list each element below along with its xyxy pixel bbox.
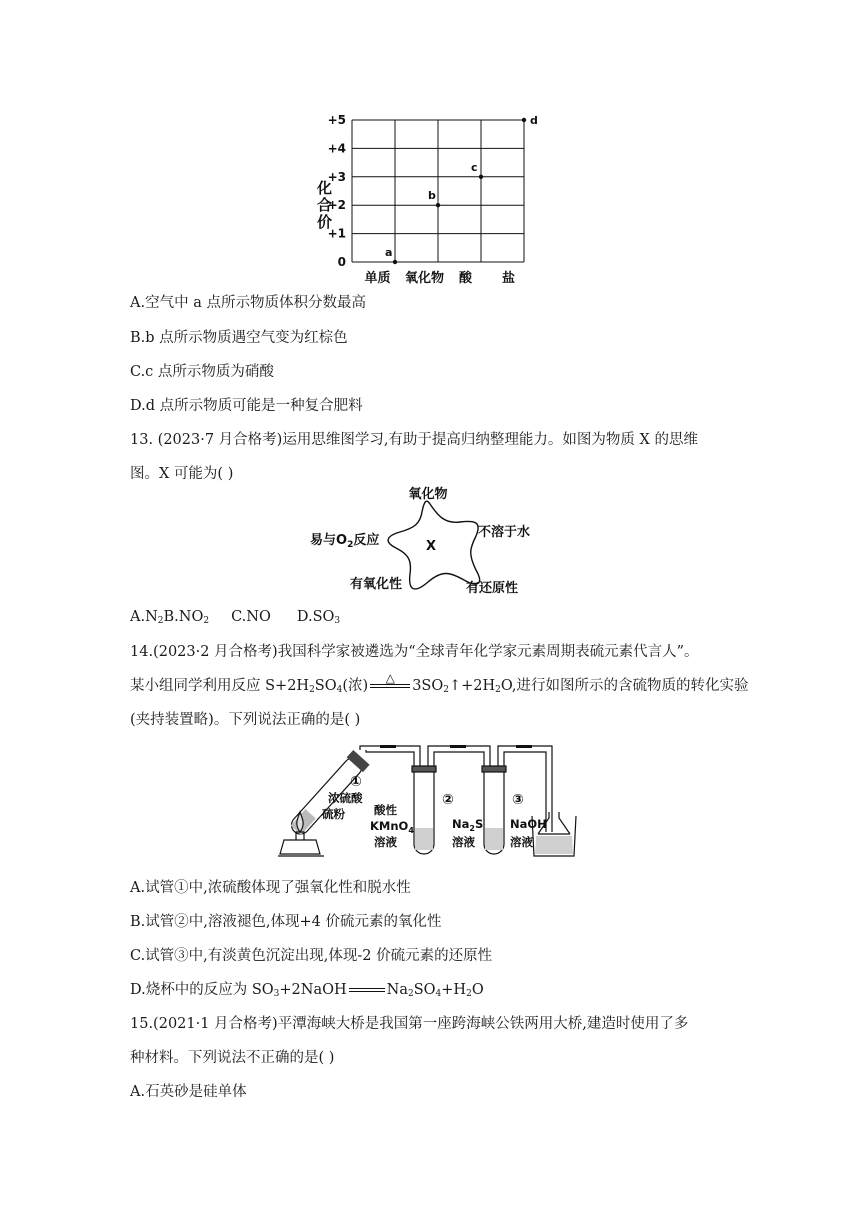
star-label-top: 氧化物	[408, 487, 448, 502]
data-point-label: d	[530, 114, 538, 127]
test-tube-2	[412, 766, 436, 854]
x-category-label: 盐	[501, 271, 516, 286]
x-category-label: 单质	[364, 271, 391, 286]
test-tube-3	[482, 766, 506, 854]
data-point-label: c	[471, 160, 478, 174]
chart-grid	[352, 120, 524, 262]
label-naoh-2: 溶液	[510, 835, 533, 849]
q13-option-c[interactable]: C.NO	[231, 609, 271, 625]
q12-option-b[interactable]: B.b 点所示物质遇空气变为红棕色	[130, 330, 348, 346]
label-kmno4-2: KMnO$_4$	[370, 819, 414, 835]
y-tick-label: +5	[327, 113, 346, 127]
x-category-label: 酸	[458, 271, 473, 286]
star-label-right: 不溶于水	[478, 525, 531, 540]
y-axis-label: 化合价	[315, 180, 333, 231]
star-mind-map	[300, 484, 560, 602]
q13-stem-line2: 图。X 可能为( )	[130, 466, 234, 482]
y-tick-label: +3	[327, 169, 346, 184]
data-point-label: b	[428, 189, 436, 203]
reaction-heat-arrow: △	[368, 676, 412, 696]
star-label-left: 易与$O_2$反应	[310, 533, 380, 550]
y-tick-label: 0	[337, 255, 346, 269]
star-label-bottom-left: 有氧化性	[350, 577, 403, 592]
q15-option-a[interactable]: A.石英砂是硅单体	[130, 1084, 247, 1100]
data-point-d	[522, 118, 526, 122]
label-na2s-2: 溶液	[452, 835, 475, 849]
label-conc-acid: 浓硫酸	[328, 791, 363, 805]
y-tick-label: +1	[327, 226, 346, 241]
q14-option-d[interactable]: D.烧杯中的反应为 $SO_3+2NaOH$ $Na_2SO_4+H_2O$	[130, 982, 484, 999]
q13-options	[130, 607, 340, 631]
reaction-equals-sign	[349, 988, 385, 992]
label-na2s-1: $Na_2S$	[452, 817, 484, 833]
data-point-b	[436, 203, 440, 207]
q14-stem-line3: (夹持装置略)。下列说法正确的是( )	[130, 712, 361, 728]
data-point-label: a	[385, 246, 393, 259]
q15-stem-line1: 15.(2021·1 月合格考)平潭海峡大桥是我国第一座跨海峡公铁两用大桥,建造时使用了多	[130, 1016, 689, 1032]
q12-option-c[interactable]: C.c 点所示物质为硝酸	[130, 364, 274, 380]
label-tube-1: ①	[350, 774, 362, 790]
label-kmno4-1: 酸性	[374, 803, 397, 817]
q13-stem-line1: 13. (2023·7 月合格考)运用思维图学习,有助于提高归纳整理能力。如图为物质 X 的思维	[130, 432, 698, 448]
q12-option-a[interactable]: A.空气中 a 点所示物质体积分数最高	[130, 295, 366, 311]
q14-option-c[interactable]: C.试管③中,有淡黄色沉淀出现,体现-2 价硫元素的还原性	[130, 948, 493, 964]
star-label-bottom-right: 有还原性	[466, 581, 519, 596]
y-tick-label: +2	[327, 198, 346, 213]
label-naoh-1: NaOH	[510, 817, 547, 831]
q12-option-d[interactable]: D.d 点所示物质可能是一种复合肥料	[130, 398, 363, 414]
label-kmno4-3: 溶液	[374, 835, 397, 849]
q15-stem-line2: 种材料。下列说法不正确的是( )	[130, 1050, 335, 1066]
label-tube-2: ②	[442, 792, 454, 808]
data-point-c	[479, 175, 483, 179]
data-point-a	[393, 260, 397, 264]
valence-chart	[300, 100, 560, 290]
data-points	[385, 114, 538, 264]
label-sulfur-powder: 硫粉	[322, 807, 345, 821]
label-tube-3: ③	[512, 792, 524, 808]
q13-option-a[interactable]: $A.N_2$	[130, 609, 164, 626]
x-category-labels	[364, 270, 515, 286]
q13-option-b[interactable]: $B.NO_2$	[163, 609, 210, 626]
q14-stem-line1: 14.(2023·2 月合格考)我国科学家被遴选为“全球青年化学家元素周期表硫元素代言人”。	[130, 644, 699, 660]
q14-option-b[interactable]: B.试管②中,溶液褪色,体现+4 价硫元素的氧化性	[130, 914, 442, 930]
y-tick-label: +4	[327, 141, 346, 156]
q14-stem-line2: 某小组同学利用反应 $S+2H_2SO_4$(浓) △ $3SO_2↑+2H_2O$,进行如图所示的含硫物质的转化实验	[130, 671, 749, 695]
q14-option-a[interactable]: A.试管①中,浓硫酸体现了强氧化性和脱水性	[130, 880, 411, 896]
sulfur-apparatus	[270, 736, 590, 860]
x-category-label: 氧化物	[404, 271, 445, 286]
star-center-x: X	[425, 539, 437, 554]
q13-option-d[interactable]: $D.SO_3$	[296, 609, 341, 626]
